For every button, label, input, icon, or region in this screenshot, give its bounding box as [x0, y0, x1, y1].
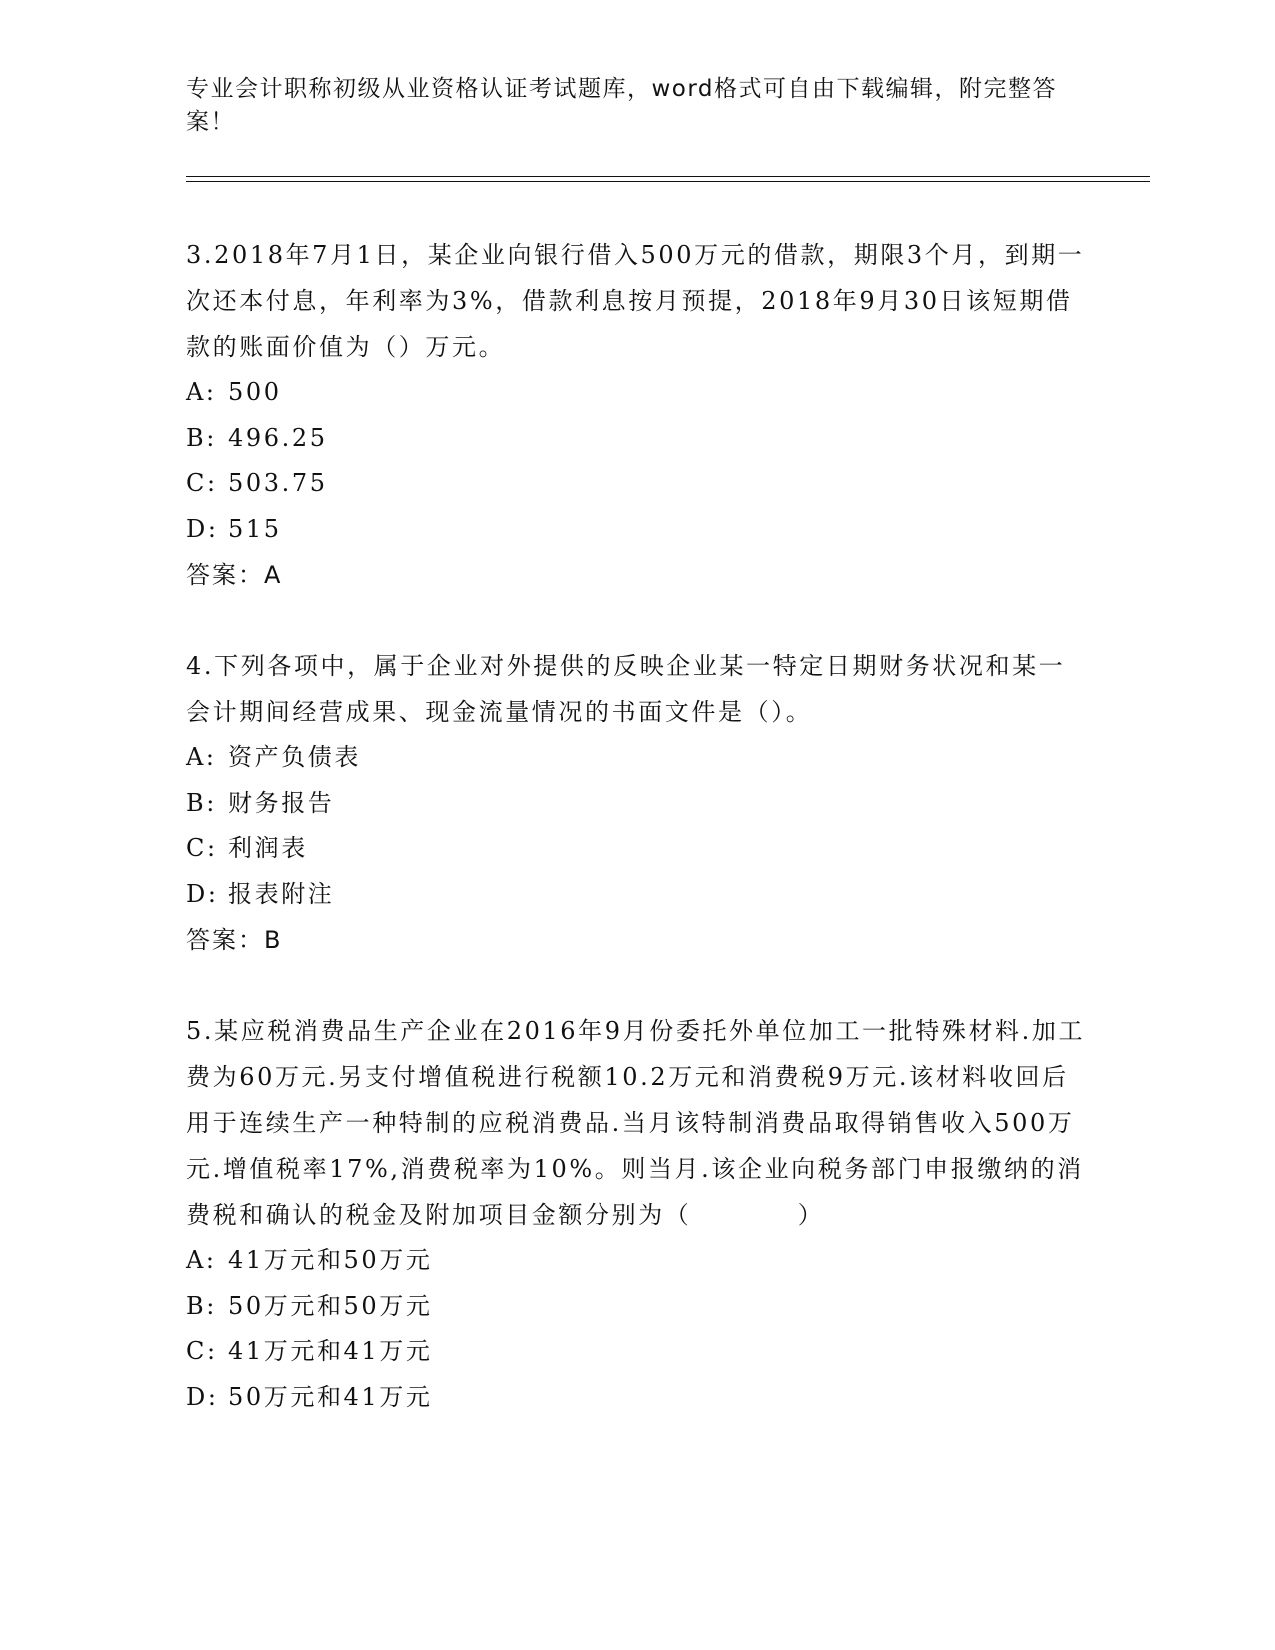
option-text: 41万元和41万元: [228, 1337, 433, 1365]
option-text: 50万元和41万元: [228, 1382, 433, 1411]
option-letter: B:: [186, 788, 217, 817]
option-text: 财务报告: [228, 788, 335, 817]
option-d: [186, 507, 1086, 553]
answer-line: 答案：A: [186, 561, 283, 589]
option-d: [186, 1375, 1086, 1421]
option-text: 50万元和50万元: [228, 1291, 433, 1320]
option-list: [186, 1238, 1086, 1420]
question-4: [186, 643, 1086, 963]
option-text: 资产负债表: [228, 743, 361, 771]
question-stem: 4.下列各项中，属于企业对外提供的反映企业某一特定日期财务状况和某一会计期间经营成果、现金流量情况的书面文件是（）。: [186, 652, 1066, 726]
question-stem: 5.某应税消费品生产企业在2016年9月份委托外单位加工一批特殊材料.加工费为60万元.另支付增值税进行税额10.2万元和消费税9万元.该材料收回后用于连续生产一种特制的应税消费品.当月该特制消费品取得销售收入500万元.增值税率17%,消费税率为10%。则当月.该企业向税务部门申报缴纳的消费税和确认的税金及附加项目金额分别为（ ）: [186, 1017, 1086, 1229]
option-b: [186, 416, 1086, 462]
option-b: [186, 781, 1086, 827]
option-text: 496.25: [228, 423, 328, 452]
option-c: [186, 1329, 1086, 1375]
question-3: [186, 232, 1086, 598]
option-letter: D:: [186, 514, 219, 543]
option-letter: C:: [186, 1337, 218, 1365]
question-list: [186, 232, 1086, 1465]
option-letter: D:: [186, 879, 219, 908]
header-divider-top: [186, 176, 1150, 177]
option-letter: B:: [186, 1291, 217, 1320]
option-text: 515: [228, 514, 282, 543]
option-list: [186, 735, 1086, 917]
answer-line: 答案：B: [186, 926, 283, 954]
option-a: [186, 735, 1086, 781]
option-text: 500: [228, 378, 282, 406]
option-text: 利润表: [228, 834, 308, 862]
option-letter: A:: [186, 378, 217, 406]
option-letter: C:: [186, 469, 218, 497]
header-divider-bottom: [186, 181, 1150, 182]
option-letter: B:: [186, 423, 217, 452]
option-text: 41万元和50万元: [228, 1246, 433, 1274]
option-text: 报表附注: [228, 879, 335, 908]
option-d: [186, 872, 1086, 918]
option-letter: D:: [186, 1382, 219, 1411]
question-stem: 3.2018年7月1日，某企业向银行借入500万元的借款，期限3个月，到期一次还本付息，年利率为3%，借款利息按月预提，2018年9月30日该短期借款的账面价值为（）万元。: [186, 241, 1085, 361]
option-c: [186, 826, 1086, 872]
option-list: [186, 370, 1086, 552]
question-5: [186, 1008, 1086, 1420]
header-note: 专业会计职称初级从业资格认证考试题库，word格式可自由下载编辑，附完整答案！: [186, 76, 1058, 135]
option-letter: A:: [186, 1246, 217, 1274]
option-a: [186, 370, 1086, 416]
option-c: [186, 461, 1086, 507]
option-letter: A:: [186, 743, 217, 771]
option-letter: C:: [186, 834, 218, 862]
option-a: [186, 1238, 1086, 1284]
option-text: 503.75: [228, 469, 328, 497]
option-b: [186, 1284, 1086, 1330]
